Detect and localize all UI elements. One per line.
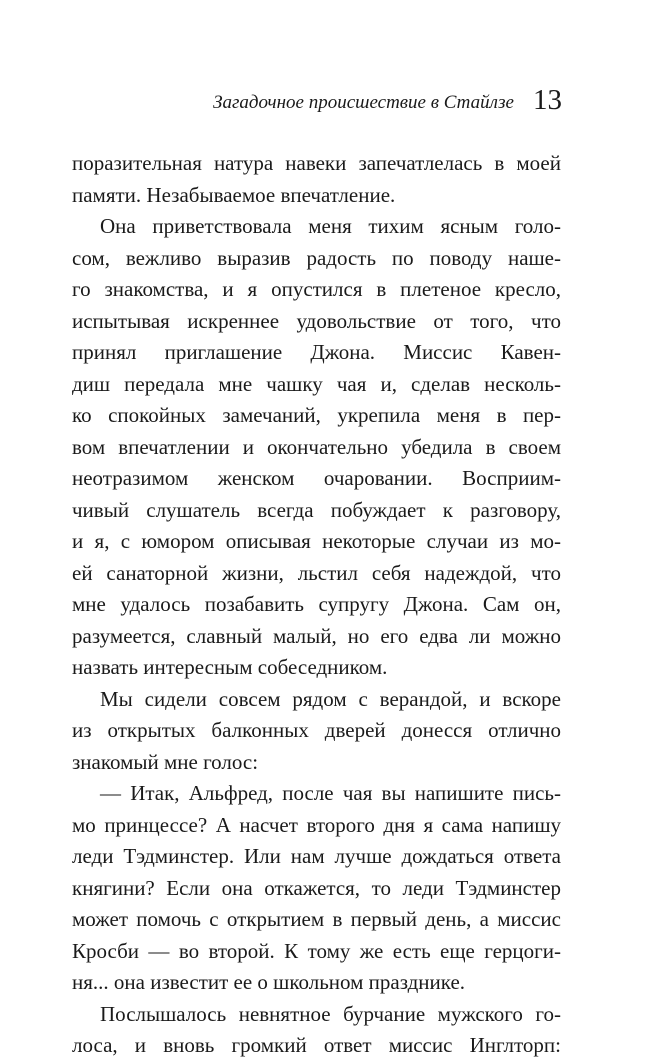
text-line: диш передала мне чашку чая и, сделав несколь-	[72, 371, 561, 396]
text-line: леди Тэдминстер. Или нам лучше дождаться ответа	[72, 844, 561, 868]
text-line: мне удалось позабавить супругу Джона. Сам он,	[72, 592, 561, 616]
text-line: мо принцессе? А насчет второго дня я сама напишу	[72, 812, 561, 837]
running-title: Загадочное происшествие в Стайлзе	[213, 92, 514, 113]
text-line: лоса, и вновь громкий ответ миссис Инглторп:	[72, 1033, 561, 1057]
text-line: принял приглашение Джона. Миссис Кавен-	[72, 340, 561, 364]
text-line: испытывая искреннее удовольствие от того, что	[72, 308, 561, 333]
text-line: сом, вежливо выразив радость по поводу наше-	[72, 245, 561, 270]
text-line: и я, с юмором описывая некоторые случаи из мо-	[72, 529, 561, 553]
text-line: го знакомства, и я опустился в плетеное кресло,	[72, 277, 561, 301]
text-line: может помочь с открытием в первый день, а миссис	[72, 907, 561, 931]
text-line: — Итак, Альфред, после чая вы напишите пись-	[100, 781, 561, 805]
text-line: из открытых балконных дверей донесся отлично	[72, 718, 561, 742]
text-line: поразительная натура навеки запечатлелась в моей	[72, 151, 561, 175]
text-line: Кросби — во второй. К тому же есть еще герцоги-	[72, 938, 561, 963]
text-line: неотразимом женском очаровании. Восприим-	[72, 466, 561, 490]
text-line: чивый слушатель всегда побуждает к разговору,	[72, 497, 561, 522]
text-line: ко спокойных замечаний, укрепила меня в пер-	[72, 403, 561, 427]
running-header	[60, 86, 562, 120]
text-line: памяти. Незабываемое впечатление.	[72, 182, 396, 207]
page-number: 13	[533, 84, 562, 116]
text-line: княгини? Если она откажется, то леди Тэдминстер	[72, 875, 561, 900]
text-line: назвать интересным собеседником.	[72, 655, 388, 679]
text-line: Послышалось невнятное бурчание мужского го-	[100, 1001, 561, 1026]
text-line: Она приветствовала меня тихим ясным голо-	[100, 214, 561, 238]
text-line: знакомый мне голос:	[72, 749, 259, 774]
text-line: ей санаторной жизни, льстил себя надеждой, что	[72, 560, 561, 585]
body-text	[72, 148, 561, 1062]
text-line: вом впечатлении и окончательно убедила в своем	[72, 434, 561, 459]
text-line: разумеется, славный малый, но его едва ли можно	[72, 623, 561, 648]
text-line: Мы сидели совсем рядом с верандой, и вскоре	[100, 686, 561, 711]
text-line: ня... она известит ее о школьном празднике.	[72, 970, 466, 994]
